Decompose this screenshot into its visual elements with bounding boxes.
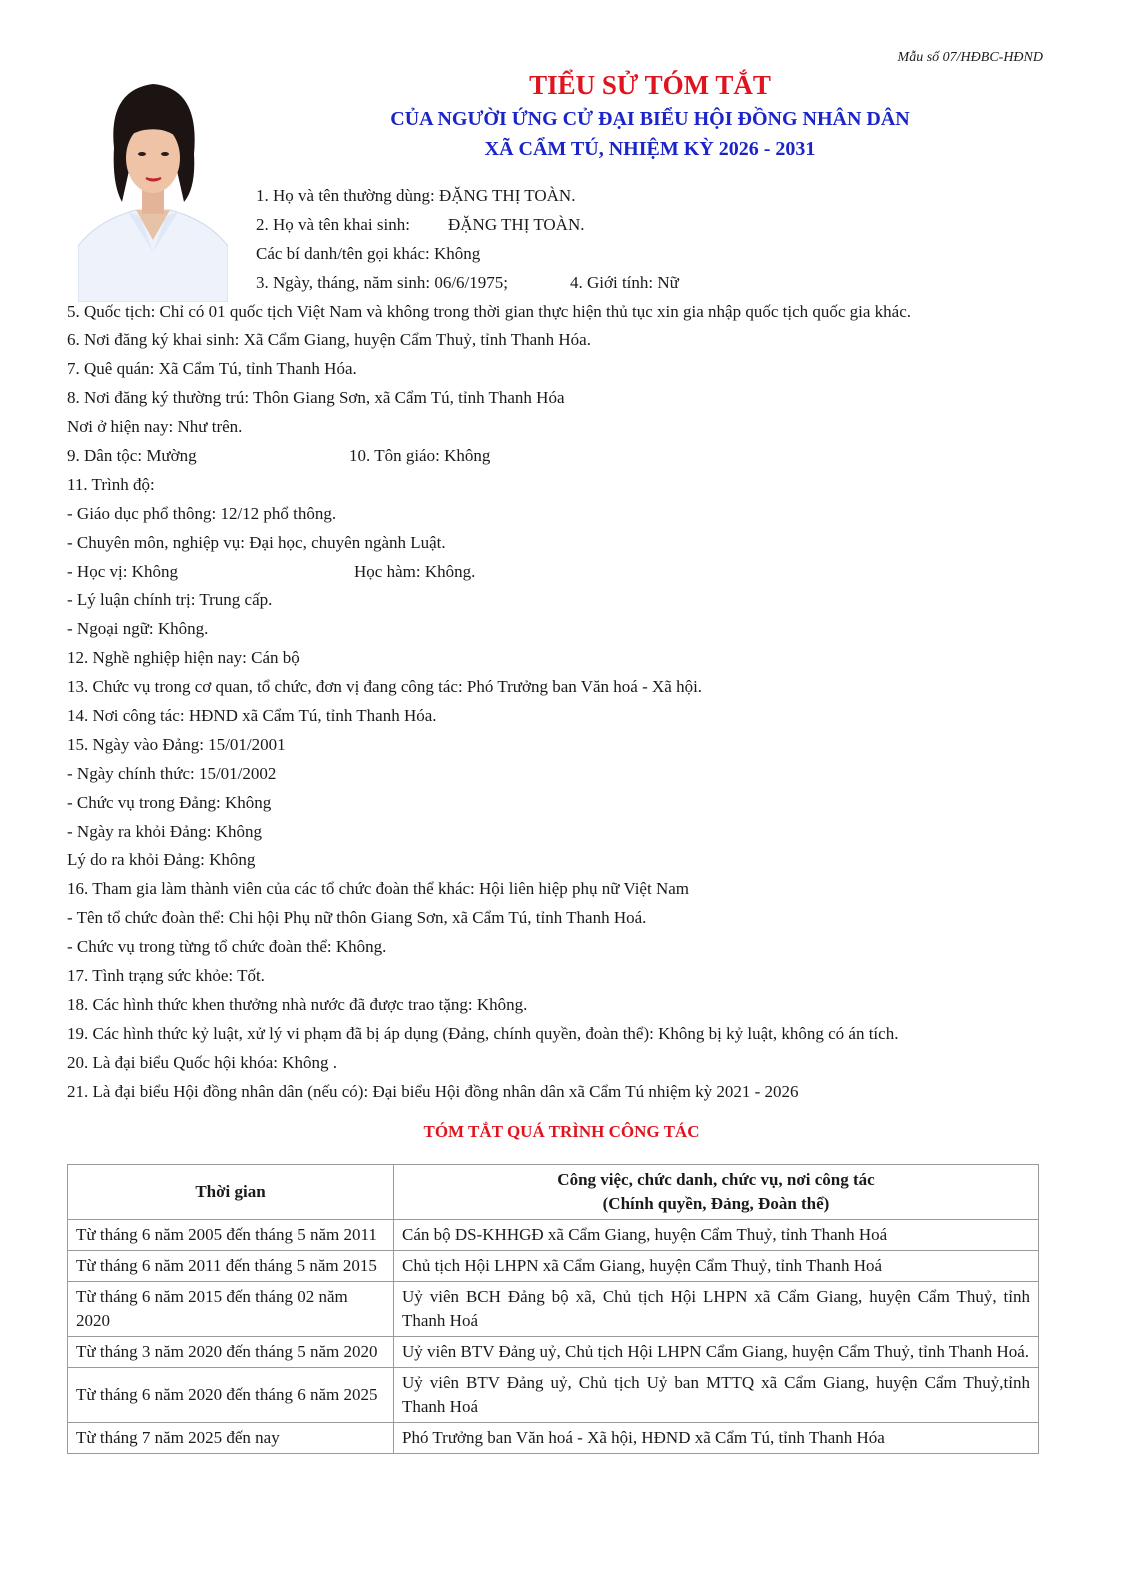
organization-membership: 16. Tham gia làm thành viên của các tổ chức đoàn thể khác: Hội liên hiệp phụ nữ Việt Nam xyxy=(67,879,689,899)
info-line xyxy=(0,875,1123,904)
info-line xyxy=(0,644,1123,673)
political-theory: - Lý luận chính trị: Trung cấp. xyxy=(67,590,273,610)
info-line xyxy=(0,500,1123,529)
column-header-time: Thời gian xyxy=(68,1165,394,1220)
table-row xyxy=(68,1337,1039,1368)
work-history-table xyxy=(67,1164,1039,1454)
current-position: 13. Chức vụ trong cơ quan, tổ chức, đơn vị đang công tác: Phó Trưởng ban Văn hoá - Xã hội. xyxy=(67,677,703,697)
info-line xyxy=(0,1020,1123,1049)
info-line xyxy=(0,760,1123,789)
table-row xyxy=(68,1251,1039,1282)
job-cell: Uỷ viên BTV Đảng uỷ, Chủ tịch Hội LHPN Cẩm Giang, huyện Cẩm Thuỷ, tỉnh Thanh Hoá. xyxy=(394,1337,1039,1368)
health-status: 17. Tình trạng sức khỏe: Tốt. xyxy=(67,966,265,986)
nationality: 5. Quốc tịch: Chỉ có 01 quốc tịch Việt Nam và không trong thời gian thực hiện thủ tục xin gia nhập quốc tịch quốc gia khác. xyxy=(67,301,912,321)
info-line xyxy=(0,558,1123,587)
professional-qualification: - Chuyên môn, nghiệp vụ: Đại học, chuyên ngành Luật. xyxy=(67,532,446,552)
info-line xyxy=(0,240,1123,269)
period-cell: Từ tháng 6 năm 2005 đến tháng 5 năm 2011 xyxy=(68,1220,394,1251)
education-heading: 11. Trình độ: xyxy=(67,474,155,494)
period-cell: Từ tháng 6 năm 2020 đến tháng 6 năm 2025 xyxy=(68,1368,394,1423)
job-cell: Chủ tịch Hội LHPN xã Cẩm Giang, huyện Cẩm Thuỷ, tỉnh Thanh Hoá xyxy=(394,1251,1039,1282)
info-line xyxy=(0,904,1123,933)
ethnicity: 9. Dân tộc: Mường xyxy=(67,446,197,466)
common-name: 1. Họ và tên thường dùng: ĐẶNG THỊ TOÀN. xyxy=(256,186,576,205)
info-line xyxy=(0,442,1123,471)
column-header-job xyxy=(394,1165,1039,1220)
document-header xyxy=(300,66,1000,164)
info-line xyxy=(0,326,1123,355)
gender: 4. Giới tính: Nữ xyxy=(570,272,679,292)
info-line xyxy=(0,1049,1123,1078)
table-header-row xyxy=(68,1165,1039,1220)
form-number: Mẫu số 07/HĐBC-HĐND xyxy=(897,50,1043,65)
work-history-title: TÓM TẮT QUÁ TRÌNH CÔNG TÁC xyxy=(423,1122,700,1141)
info-line xyxy=(0,1078,1123,1107)
info-line xyxy=(0,789,1123,818)
info-line xyxy=(0,991,1123,1020)
date-of-birth: 3. Ngày, tháng, năm sinh: 06/6/1975; xyxy=(256,272,508,292)
info-line xyxy=(0,269,1123,298)
info-line xyxy=(0,355,1123,384)
birth-registration-place: 6. Nơi đăng ký khai sinh: Xã Cẩm Giang, huyện Cẩm Thuỷ, tỉnh Thanh Hóa. xyxy=(67,330,591,350)
party-leave-reason: Lý do ra khỏi Đảng: Không xyxy=(67,850,256,870)
organization-name: - Tên tổ chức đoàn thể: Chi hội Phụ nữ thôn Giang Sơn, xã Cẩm Tú, tỉnh Thanh Hoá. xyxy=(67,908,647,928)
period-cell: Từ tháng 6 năm 2015 đến tháng 02 năm 2020 xyxy=(68,1282,394,1337)
period-cell: Từ tháng 7 năm 2025 đến nay xyxy=(68,1423,394,1454)
info-line xyxy=(0,471,1123,500)
table-row xyxy=(68,1282,1039,1337)
birth-name-label: 2. Họ và tên khai sinh: xyxy=(256,214,410,234)
organization-position: - Chức vụ trong từng tổ chức đoàn thể: Không. xyxy=(67,937,387,957)
foreign-language: - Ngoại ngữ: Không. xyxy=(67,619,209,639)
info-line xyxy=(0,384,1123,413)
biography-info xyxy=(0,182,1123,1107)
hometown: 7. Quê quán: Xã Cẩm Tú, tỉnh Thanh Hóa. xyxy=(67,359,357,379)
table-row xyxy=(68,1368,1039,1423)
document-title: TIỂU SỬ TÓM TẮT xyxy=(529,70,771,100)
party-join-date: 15. Ngày vào Đảng: 15/01/2001 xyxy=(67,734,286,754)
document-subtitle-1: CỦA NGƯỜI ỨNG CỬ ĐẠI BIỂU HỘI ĐỒNG NHÂN DÂN xyxy=(390,108,910,130)
academic-title: Học hàm: Không. xyxy=(354,561,476,581)
national-assembly-delegate: 20. Là đại biểu Quốc hội khóa: Không . xyxy=(67,1052,338,1072)
disciplinary-record: 19. Các hình thức kỷ luật, xử lý vi phạm đã bị áp dụng (Đảng, chính quyền, đoàn thể): Không bị kỷ luật, không có án tích. xyxy=(67,1023,899,1043)
party-leave-date: - Ngày ra khỏi Đảng: Không xyxy=(67,821,262,841)
column-header-job-line1: Công việc, chức danh, chức vụ, nơi công tác xyxy=(557,1170,875,1189)
info-line xyxy=(0,818,1123,847)
general-education: - Giáo dục phổ thông: 12/12 phổ thông. xyxy=(67,503,337,523)
info-line xyxy=(0,211,1123,240)
period-cell: Từ tháng 3 năm 2020 đến tháng 5 năm 2020 xyxy=(68,1337,394,1368)
info-line xyxy=(0,933,1123,962)
info-line xyxy=(0,962,1123,991)
period-cell: Từ tháng 6 năm 2011 đến tháng 5 năm 2015 xyxy=(68,1251,394,1282)
info-line xyxy=(0,586,1123,615)
info-line xyxy=(0,298,1123,327)
info-line xyxy=(0,731,1123,760)
info-line xyxy=(0,673,1123,702)
job-cell: Cán bộ DS-KHHGĐ xã Cẩm Giang, huyện Cẩm Thuỷ, tỉnh Thanh Hoá xyxy=(394,1220,1039,1251)
current-residence: Nơi ở hiện nay: Như trên. xyxy=(67,417,243,437)
info-line xyxy=(0,413,1123,442)
religion: 10. Tôn giáo: Không xyxy=(349,446,491,466)
column-header-job-line2: (Chính quyền, Đảng, Đoàn thể) xyxy=(602,1194,830,1213)
table-row xyxy=(68,1220,1039,1251)
info-line xyxy=(0,182,1123,211)
job-cell: Uỷ viên BCH Đảng bộ xã, Chủ tịch Hội LHPN xã Cẩm Giang, huyện Cẩm Thuỷ, tỉnh Thanh Hoá xyxy=(394,1282,1039,1337)
job-cell: Phó Trưởng ban Văn hoá - Xã hội, HĐND xã Cẩm Tú, tỉnh Thanh Hóa xyxy=(394,1423,1039,1454)
document-subtitle-2: XÃ CẨM TÚ, NHIỆM KỲ 2026 - 2031 xyxy=(484,138,816,160)
workplace: 14. Nơi công tác: HĐND xã Cẩm Tú, tỉnh Thanh Hóa. xyxy=(67,706,437,726)
job-cell: Uỷ viên BTV Đảng uỷ, Chủ tịch Uỷ ban MTTQ xã Cẩm Giang, huyện Cẩm Thuỷ,tỉnh Thanh Hoá xyxy=(394,1368,1039,1423)
info-line xyxy=(0,615,1123,644)
info-line xyxy=(0,846,1123,875)
party-official-date: - Ngày chính thức: 15/01/2002 xyxy=(67,763,277,783)
info-line xyxy=(0,702,1123,731)
party-position: - Chức vụ trong Đảng: Không xyxy=(67,792,272,812)
academic-degree: - Học vị: Không xyxy=(67,561,178,581)
peoples-council-delegate: 21. Là đại biểu Hội đồng nhân dân (nếu có): Đại biểu Hội đồng nhân dân xã Cẩm Tú nhiệm kỳ 2021 - 2026 xyxy=(67,1081,799,1101)
birth-name-value: ĐẶNG THỊ TOÀN. xyxy=(448,214,585,234)
aliases: Các bí danh/tên gọi khác: Không xyxy=(256,243,481,263)
table-row xyxy=(68,1423,1039,1454)
info-line xyxy=(0,529,1123,558)
awards: 18. Các hình thức khen thưởng nhà nước đã được trao tặng: Không. xyxy=(67,994,528,1014)
current-occupation: 12. Nghề nghiệp hiện nay: Cán bộ xyxy=(67,648,300,668)
permanent-residence: 8. Nơi đăng ký thường trú: Thôn Giang Sơn, xã Cẩm Tú, tỉnh Thanh Hóa xyxy=(67,388,565,408)
